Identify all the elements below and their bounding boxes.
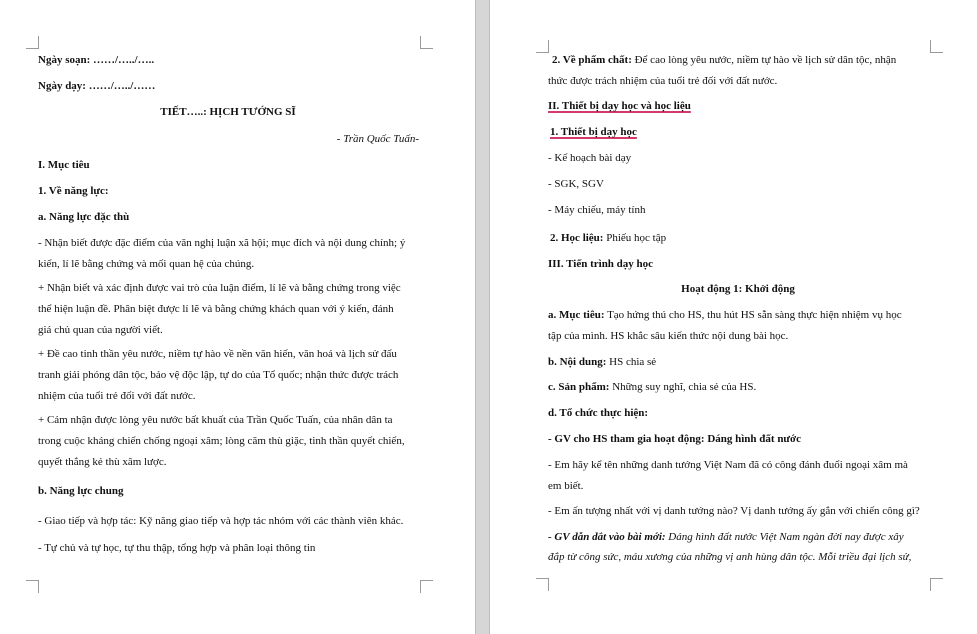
paragraph-line: nhiệm của tuổi trẻ đối với đất nước. (38, 390, 196, 402)
content-label: b. Nội dung: (548, 356, 607, 368)
goal-label: a. Mục tiêu: (548, 309, 605, 321)
paragraph-line (548, 377, 756, 397)
goal-text: Tạo hứng thú cho HS, thu hút HS sẵn sàng thực hiện nhiệm vụ học (604, 309, 902, 321)
paragraph-line: + Đề cao tinh thần yêu nước, niềm tự hào về nền văn hiến, văn hoá và lịch sử đấu (38, 348, 397, 360)
corner-mark-top-right (930, 40, 943, 53)
paragraph-line: - Em ấn tượng nhất với vị danh tướng nào? Vị danh tướng ấy gắn với chiến công gì? (548, 505, 920, 517)
quality-label: 2. Về phẩm chất: (552, 54, 632, 66)
corner-mark-bottom-left (536, 578, 549, 591)
paragraph-line: đắp từ công sức, máu xương của những vị anh hùng dân tộc. Mỗi triều đại lịch sử, (548, 551, 912, 563)
heading-process: III. Tiến trình dạy học (548, 258, 654, 270)
paragraph-line: quyết thắng kẻ thù xâm lược. (38, 456, 167, 468)
materials-label: 2. Học liệu: (550, 232, 604, 244)
paragraph-line: - Giao tiếp và hợp tác: Kỹ năng giao tiếp và hợp tác nhóm với các thành viên khác. (38, 515, 404, 527)
paragraph-line: thể hiện luận đề. Phân biệt được lí lẽ và bằng chứng khách quan với ý kiến, đánh (38, 303, 394, 315)
author-line: - Trần Quốc Tuấn- (336, 133, 419, 145)
paragraph-line (550, 228, 666, 248)
document-page-right[interactable] (490, 0, 977, 634)
list-item: - SGK, SGV (548, 178, 604, 190)
heading-equipment-sub-text: 1. Thiết bị dạy học (550, 126, 637, 138)
paragraph-line: + Nhận biết và xác định được vai trò của luận điểm, lí lẽ và bằng chứng trong việc (38, 282, 401, 294)
product-value: Những suy nghĩ, chia sẻ của HS. (609, 381, 757, 393)
corner-mark-bottom-right (420, 580, 433, 593)
lead-text: Dáng hình đất nước Việt Nam ngàn đời nay được xây (665, 531, 904, 543)
list-item: - Kế hoạch bài dạy (548, 152, 632, 164)
paragraph-line (548, 527, 904, 547)
list-item: - Máy chiếu, máy tính (548, 204, 646, 216)
lead-label: - GV dẫn dắt vào bài mới: (548, 531, 666, 543)
document-page-left[interactable] (0, 0, 475, 634)
paragraph-line: + Cảm nhận được lòng yêu nước bất khuất của Trần Quốc Tuấn, của nhân dân ta (38, 414, 393, 426)
heading-general-competence: b. Năng lực chung (38, 485, 124, 497)
heading-objectives: I. Mục tiêu (38, 159, 90, 171)
quality-text: Để cao lòng yêu nước, niềm tự hào về lịch sử dân tộc, nhận (631, 54, 897, 66)
paragraph-line: thức được trách nhiệm của tuổi trẻ đối với đất nước. (548, 75, 778, 87)
paragraph-line: - Tự chủ và tự học, tự thu thập, tổng hợp và phân loại thông tin (38, 542, 316, 554)
paragraph-line: - Em hãy kể tên những danh tướng Việt Nam đã có công đánh đuổi ngoại xâm mà (548, 459, 908, 471)
corner-mark-top-left (536, 40, 549, 53)
page-gap (475, 0, 490, 634)
date-taught: Ngày dạy: ……/…../…… (38, 80, 156, 92)
lesson-title: TIẾT…..: HỊCH TƯỚNG SĨ (160, 106, 296, 118)
paragraph-line: trong cuộc kháng chiến chống ngoại xâm; lòng căm thù giặc, tinh thần quyết chiến, (38, 435, 405, 447)
heading-competence: 1. Về năng lực: (38, 185, 109, 197)
paragraph-line (548, 305, 902, 325)
heading-activity: Hoạt động 1: Khởi động (681, 283, 795, 295)
corner-mark-bottom-left (26, 580, 39, 593)
corner-mark-bottom-right (930, 578, 943, 591)
paragraph-line (548, 352, 656, 372)
paragraph-line: tập của mình. HS khắc sâu kiến thức nội dung bài học. (548, 330, 789, 342)
paragraph-line: kiến, lí lẽ bằng chứng và mối quan hệ của chúng. (38, 258, 255, 270)
materials-value: Phiếu học tập (603, 232, 667, 244)
paragraph-line: tranh giải phóng dân tộc, bảo vệ độc lập, tự do của Tổ quốc; nhận thức được trách (38, 369, 399, 381)
heading-equipment-text: II. Thiết bị dạy học và học liệu (548, 100, 691, 112)
product-label: c. Sản phẩm: (548, 381, 610, 393)
heading-equipment (548, 96, 691, 116)
paragraph-line: giá chủ quan của người viết. (38, 324, 163, 336)
corner-mark-top-left (26, 36, 39, 49)
heading-equipment-sub (550, 122, 637, 142)
date-prepared: Ngày soạn: ……/…../….. (38, 54, 155, 66)
paragraph-line: - Nhận biết được đặc điểm của văn nghị luận xã hội; mục đích và nội dung chính; ý (38, 237, 406, 249)
gv-task-line: - GV cho HS tham gia hoạt động: Dáng hình đất nước (548, 433, 802, 445)
content-value: HS chia sẻ (606, 356, 657, 368)
paragraph-line (552, 50, 896, 70)
paragraph-line: em biết. (548, 480, 584, 492)
heading-specific-competence: a. Năng lực đặc thù (38, 211, 130, 223)
corner-mark-top-right (420, 36, 433, 49)
heading-organization: d. Tổ chức thực hiện: (548, 407, 649, 419)
